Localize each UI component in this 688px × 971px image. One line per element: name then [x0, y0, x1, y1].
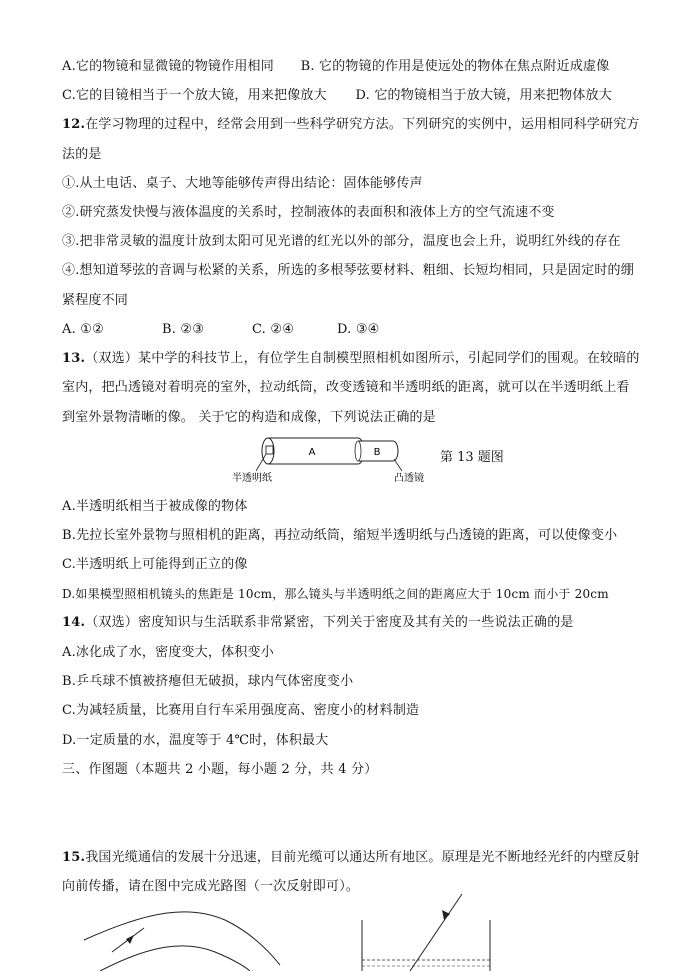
q14-number: 14.: [62, 615, 86, 630]
fiber-outer-wall: [84, 912, 280, 965]
q11-option-c: C.它的目镜相当于一个放大镜，用来把像放大: [62, 88, 327, 103]
q13-option-d: D.如果模型照相机镜头的焦距是 10cm，那么镜头与半透明纸之间的距离应大于 10cm 而小于 20cm: [62, 587, 609, 601]
q12-item-1: ①.从土电话、桌子、大地等能够传声得出结论：固体能够传声: [62, 176, 423, 191]
fiber-arrow-icon: [126, 935, 134, 944]
q13-number: 13.: [62, 351, 86, 366]
q13-stem-line-3: 到室外景物清晰的像。 关于它的构造和成像，下列说法正确的是: [62, 410, 436, 425]
q14-option-d: D.一定质量的水，温度等于 4℃时，体积最大: [62, 733, 329, 748]
q11-option-a: A.它的物镜和显微镜的物镜作用相同: [62, 59, 274, 74]
q12-option-d: D. ③④: [337, 322, 380, 337]
tube-a-end: [262, 438, 274, 464]
q13-option-c: C.半透明纸上可能得到正立的像: [62, 557, 248, 572]
q12-number: 12.: [62, 117, 86, 132]
q12-option-c: C. ②④: [252, 322, 295, 337]
q12-item-4-line-2: 紧程度不同: [62, 293, 129, 308]
container-incident-ray: [410, 894, 462, 971]
q11-options-row-2: [62, 87, 612, 105]
q13-option-a: A.半透明纸相当于被成像的物体: [62, 499, 248, 514]
q13-stem-line-1: [62, 350, 640, 368]
q15-figures: [0, 890, 688, 971]
q14-option-a: A.冰化成了水，密度变大，体积变小: [62, 645, 274, 660]
q15-stem-text-1: 我国光缆通信的发展十分迅速，目前光缆可以通达所有地区。原理是光不断地经光纤的内壁反射: [85, 850, 640, 865]
lens-label: 凸透镜: [394, 473, 424, 484]
q13-stem-line-2: 室内，把凸透镜对着明亮的室外，拉动纸筒，改变透镜和半透明纸的距离，就可以在半透明纸上看: [62, 380, 630, 395]
q12-option-a: A. ①②: [62, 322, 104, 337]
q15-number: 15.: [62, 850, 86, 865]
q13-stem-text-1: （双选）某中学的科技节上，有位学生自制模型照相机如图所示，引起同学们的围观。在较暗的: [85, 351, 640, 366]
q14-option-c: C.为减轻质量，比赛用自行车采用强度高、密度小的材料制造: [62, 703, 420, 718]
tube-a-label: A: [308, 447, 316, 458]
q15-stem-line-1: [62, 849, 640, 867]
q12-item-4-line-1: ④.想知道琴弦的音调与松紧的关系，所选的多根琴弦要材料、粗细、长短均相同，只是固定时的绷: [62, 263, 634, 278]
q14-stem-text: （双选）密度知识与生活联系非常紧密，下列关于密度及其有关的一些说法正确的是: [85, 615, 574, 630]
q12-item-3: ③.把非常灵敏的温度计放到太阳可见光谱的红光以外的部分，温度也会上升，说明红外线的存在: [62, 234, 621, 249]
q15-stem-line-2: 向前传播，请在图中完成光路图（一次反射即可）。: [62, 879, 360, 894]
q14-option-b: B.乒乓球不慎被挤瘪但无破损，球内气体密度变小: [62, 674, 354, 689]
section-3-heading: 三、作图题（本题共 2 小题，每小题 2 分，共 4 分）: [62, 762, 378, 777]
tube-a: [268, 438, 364, 464]
q12-stem-text-1: 在学习物理的过程中，经常会用到一些科学研究方法。下列研究的实例中，运用相同科学研究方: [85, 117, 640, 132]
lens-leader-line: [394, 459, 402, 471]
paper-label: 半透明纸: [232, 473, 272, 484]
q11-option-b: B. 它的物镜的作用是使远处的物体在焦点附近成虚像: [300, 59, 610, 74]
q12-stem-line-1: [62, 116, 640, 134]
q13-figure-caption: 第 13 题图: [440, 450, 504, 465]
q13-option-b: B.先拉长室外景物与照相机的距离，再拉动纸筒，缩短半透明纸与凸透镜的距离，可以使像变小: [62, 528, 618, 543]
q11-option-d: D. 它的物镜相当于放大镜，用来把物体放大: [355, 88, 612, 103]
tube-b-label: B: [373, 447, 381, 458]
q14-stem: [62, 614, 574, 632]
paper-leader-line: [256, 454, 266, 471]
q12-option-b: B. ②③: [162, 322, 205, 337]
fiber-inner-wall: [100, 946, 250, 971]
q11-options-row-1: [62, 58, 609, 76]
q12-stem-line-2: 法的是: [62, 147, 102, 162]
q12-item-2: ②.研究蒸发快慢与液体温度的关系时，控制液体的表面积和液体上方的空气流速不变: [62, 205, 555, 220]
